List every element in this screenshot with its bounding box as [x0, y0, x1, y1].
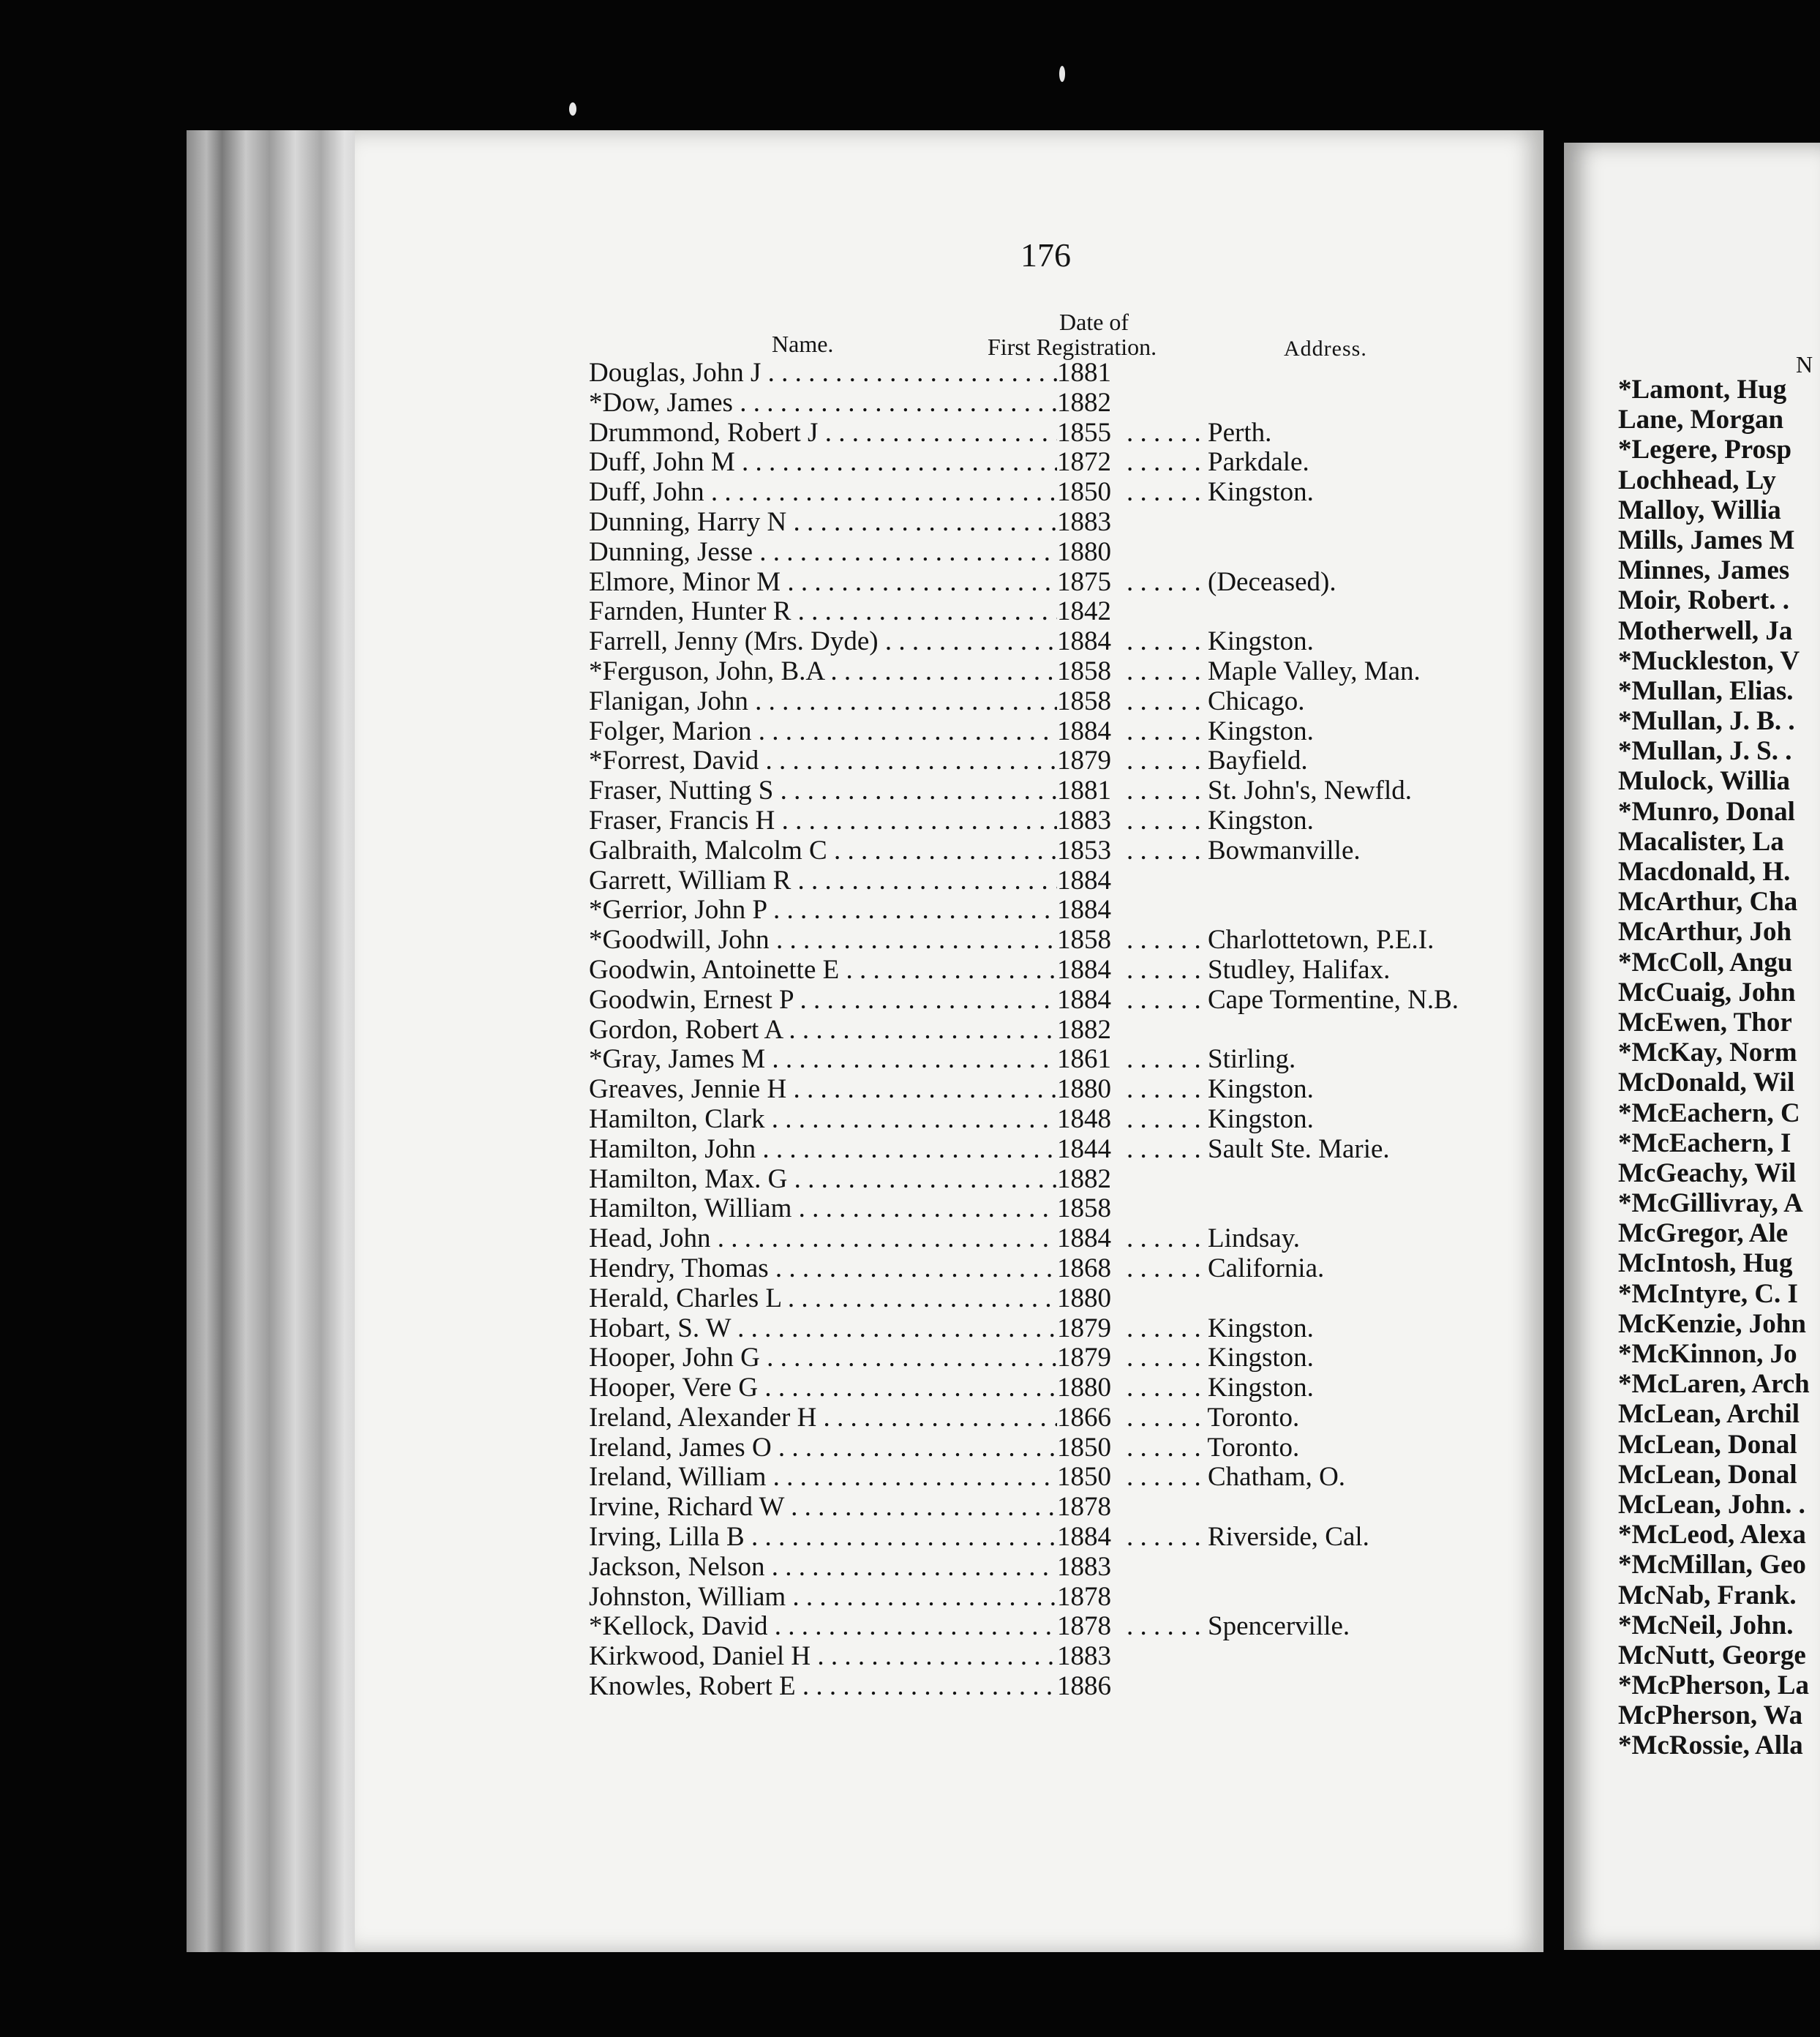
entry-address: . . . Toronto. — [1127, 1403, 1299, 1433]
right-list-item: *McNeil, John. — [1618, 1610, 1794, 1640]
entry-address: . . . Kingston. — [1127, 717, 1314, 747]
list-item — [589, 1284, 1503, 1314]
entry-address: . . . Chicago. — [1127, 687, 1305, 717]
entry-name: *Dow, James . . . — [589, 389, 1057, 419]
list-item — [589, 389, 1503, 419]
entry-year: 1848 — [1057, 1103, 1111, 1134]
entry-name: Ireland, James O . . . — [589, 1433, 1057, 1463]
entry-year: 1850 — [1057, 477, 1111, 508]
right-list-item: McLean, John. . — [1618, 1489, 1805, 1520]
entry-name: Elmore, Minor M . . . — [589, 568, 1057, 598]
entry-name: Head, John . . . — [589, 1224, 1057, 1254]
right-list-item: *McPherson, La — [1618, 1670, 1810, 1701]
column-header-date-line1: Date of — [1059, 309, 1129, 335]
right-list-item: Minnes, James — [1618, 555, 1790, 586]
right-list-item: Lane, Morgan — [1618, 405, 1784, 435]
dust-speck — [1059, 66, 1065, 82]
entry-address: . . . Kingston. — [1127, 478, 1314, 508]
entry-name: Galbraith, Malcolm C . . . — [589, 836, 1057, 866]
entry-address: . . . Kingston. — [1127, 627, 1314, 657]
entry-name: Kirkwood, Daniel H . . . — [589, 1642, 1057, 1672]
entry-year: 1858 — [1057, 1193, 1111, 1224]
entry-name: Drummond, Robert J . . . — [589, 419, 1057, 449]
entry-address: . . . Lindsay. — [1127, 1224, 1300, 1254]
right-list-item: McPherson, Wa — [1618, 1700, 1803, 1731]
entry-year: 1882 — [1057, 387, 1111, 418]
entry-year: 1875 — [1057, 566, 1111, 597]
entry-name: Hendry, Thomas . . . — [589, 1254, 1057, 1284]
entry-year: 1878 — [1057, 1581, 1111, 1612]
entry-year: 1866 — [1057, 1402, 1111, 1433]
list-item — [589, 657, 1503, 687]
entry-name: Hamilton, John . . . — [589, 1135, 1057, 1165]
right-list-item: Motherwell, Ja — [1618, 615, 1793, 646]
right-list-item: *McEachern, C — [1618, 1098, 1800, 1128]
right-list-item: McCuaig, John — [1618, 977, 1796, 1008]
right-page-header-fragment: N — [1796, 351, 1813, 378]
list-item — [589, 776, 1503, 806]
list-item — [589, 926, 1503, 956]
entry-year: 1880 — [1057, 1074, 1111, 1105]
right-list-item: *Mullan, Elias. — [1618, 675, 1794, 706]
list-item — [589, 448, 1503, 478]
list-item — [589, 896, 1503, 926]
list-item — [589, 986, 1503, 1016]
list-item — [589, 1553, 1503, 1583]
right-list-item: *McKay, Norm — [1618, 1038, 1797, 1068]
entry-name: Dunning, Harry N . . . — [589, 508, 1057, 538]
right-list-item: McIntosh, Hug — [1618, 1248, 1793, 1279]
right-list-item: Macalister, La — [1618, 826, 1784, 857]
entry-year: 1868 — [1057, 1253, 1111, 1283]
entry-address: . . . Perth. — [1127, 419, 1271, 449]
list-item — [589, 1433, 1503, 1463]
right-list-item: McGregor, Ale — [1618, 1218, 1789, 1249]
list-item — [589, 359, 1503, 389]
column-header-date-line2: First Registration. — [988, 334, 1157, 360]
entry-name: Duff, John . . . — [589, 478, 1057, 508]
list-item — [589, 538, 1503, 568]
entry-year: 1881 — [1057, 358, 1111, 388]
dust-speck — [569, 102, 576, 116]
right-list-item: McGeachy, Wil — [1618, 1158, 1797, 1188]
entry-name: Douglas, John J . . . — [589, 359, 1057, 389]
list-item — [589, 1194, 1503, 1224]
entry-year: 1884 — [1057, 626, 1111, 657]
right-list-item: *McColl, Angu — [1618, 947, 1793, 978]
right-list-item: *McLaren, Arch — [1618, 1369, 1810, 1400]
column-header-name: Name. — [772, 331, 834, 357]
right-list-item: *Lamont, Hug — [1618, 375, 1787, 405]
right-list-item: *Mullan, J. B. . — [1618, 706, 1795, 737]
entry-year: 1880 — [1057, 1373, 1111, 1403]
list-item — [589, 478, 1503, 508]
entry-address: . . . Charlottetown, P.E.I. — [1127, 926, 1434, 956]
entry-name: Greaves, Jennie H . . . — [589, 1075, 1057, 1105]
entry-year: 1882 — [1057, 1014, 1111, 1045]
entry-name: Hamilton, William . . . — [589, 1194, 1057, 1224]
right-list-item: *Muckleston, V — [1618, 645, 1800, 676]
entry-year: 1872 — [1057, 447, 1111, 478]
list-item — [589, 419, 1503, 449]
right-list-item: *McIntyre, C. I — [1618, 1278, 1798, 1309]
entry-year: 1884 — [1057, 716, 1111, 746]
entry-year: 1878 — [1057, 1611, 1111, 1642]
list-item — [589, 1343, 1503, 1373]
entry-address: . . . Sault Ste. Marie. — [1127, 1135, 1390, 1165]
right-list-item: Lochhead, Ly — [1618, 465, 1776, 495]
entry-name: Irving, Lilla B . . . — [589, 1523, 1057, 1553]
entry-year: 1884 — [1057, 1223, 1111, 1254]
entry-name: Hooper, Vere G . . . — [589, 1373, 1057, 1403]
right-page-list — [1618, 375, 1820, 1761]
right-list-item: *McMillan, Geo — [1618, 1550, 1806, 1580]
right-list-item: *McGillivray, A — [1618, 1188, 1803, 1219]
entry-name: Flanigan, John . . . — [589, 687, 1057, 717]
list-item — [589, 1642, 1503, 1672]
entry-year: 1880 — [1057, 1283, 1111, 1313]
entry-name: Folger, Marion . . . — [589, 717, 1057, 747]
entry-name: Johnston, William . . . — [589, 1583, 1057, 1613]
list-item — [589, 1403, 1503, 1433]
entry-address: . . . Kingston. — [1127, 806, 1314, 836]
list-item — [589, 956, 1503, 986]
entry-address: . . . Kingston. — [1127, 1343, 1314, 1373]
entry-address: . . . Kingston. — [1127, 1105, 1314, 1135]
entry-address: . . . Toronto. — [1127, 1433, 1299, 1463]
right-list-item: McLean, Archil — [1618, 1399, 1800, 1430]
entry-year: 1850 — [1057, 1462, 1111, 1493]
entry-name: Garrett, William R . . . — [589, 866, 1057, 896]
list-item — [589, 1135, 1503, 1165]
right-list-item: Malloy, Willia — [1618, 495, 1781, 525]
list-item — [589, 627, 1503, 657]
entry-address: . . . Parkdale. — [1127, 448, 1309, 478]
entry-year: 1842 — [1057, 596, 1111, 627]
list-item — [589, 687, 1503, 717]
entry-address: . . . (Deceased). — [1127, 568, 1336, 598]
list-item — [589, 1523, 1503, 1553]
entry-name: Hooper, John G . . . — [589, 1343, 1057, 1373]
list-item — [589, 806, 1503, 836]
entry-year: 1861 — [1057, 1044, 1111, 1075]
right-list-item: McNutt, George — [1618, 1640, 1806, 1670]
entry-year: 1884 — [1057, 895, 1111, 926]
entry-year: 1855 — [1057, 417, 1111, 448]
right-list-item: Moir, Robert. . — [1618, 585, 1789, 616]
entry-name: *Ferguson, John, B.A . . . — [589, 657, 1057, 687]
entry-name: Knowles, Robert E . . . — [589, 1672, 1057, 1702]
entry-name: Hamilton, Max. G . . . — [589, 1165, 1057, 1195]
right-list-item: McDonald, Wil — [1618, 1068, 1795, 1098]
entry-year: 1880 — [1057, 536, 1111, 567]
entry-name: Fraser, Francis H . . . — [589, 806, 1057, 836]
right-list-item: Macdonald, H. — [1618, 857, 1791, 887]
entry-year: 1882 — [1057, 1163, 1111, 1194]
entry-address: . . . Stirling. — [1127, 1045, 1296, 1075]
entry-name: *Gerrior, John P . . . — [589, 896, 1057, 926]
list-item — [589, 866, 1503, 896]
entry-year: 1879 — [1057, 1343, 1111, 1373]
entry-name: Fraser, Nutting S . . . — [589, 776, 1057, 806]
list-item — [589, 1224, 1503, 1254]
list-item — [589, 717, 1503, 747]
entry-year: 1883 — [1057, 1641, 1111, 1672]
list-item — [589, 836, 1503, 866]
entry-name: Herald, Charles L . . . — [589, 1284, 1057, 1314]
list-item — [589, 1016, 1503, 1046]
entry-year: 1884 — [1057, 1522, 1111, 1553]
entry-address: . . . Spencerville. — [1127, 1612, 1350, 1642]
entry-name: Hamilton, Clark . . . — [589, 1105, 1057, 1135]
entry-address: . . . Kingston. — [1127, 1314, 1314, 1344]
list-item — [589, 1463, 1503, 1493]
entry-year: 1884 — [1057, 954, 1111, 985]
list-item — [589, 746, 1503, 776]
right-list-item: McLean, Donal — [1618, 1429, 1797, 1460]
right-list-item: *McKinnon, Jo — [1618, 1339, 1797, 1369]
entry-name: Farrell, Jenny (Mrs. Dyde) . . . — [589, 627, 1057, 657]
right-list-item: *McEachern, I — [1618, 1128, 1791, 1158]
list-item — [589, 1165, 1503, 1195]
list-item — [589, 1493, 1503, 1523]
entry-address: . . . Cape Tormentine, N.B. — [1127, 986, 1459, 1016]
list-item — [589, 1105, 1503, 1135]
right-list-item: McKenzie, John — [1618, 1308, 1806, 1339]
entry-year: 1858 — [1057, 686, 1111, 716]
entry-year: 1853 — [1057, 835, 1111, 866]
right-list-item: *Mullan, J. S. . — [1618, 736, 1792, 767]
entry-name: *Forrest, David . . . — [589, 746, 1057, 776]
entry-address: . . . St. John's, Newfld. — [1127, 776, 1412, 806]
entry-year: 1881 — [1057, 776, 1111, 806]
right-list-item: *Munro, Donal — [1618, 796, 1795, 827]
right-list-item: McArthur, Cha — [1618, 887, 1798, 918]
list-item — [589, 1254, 1503, 1284]
entry-name: Farnden, Hunter R . . . — [589, 597, 1057, 627]
list-item — [589, 597, 1503, 627]
entry-year: 1878 — [1057, 1492, 1111, 1523]
entry-name: Ireland, Alexander H . . . — [589, 1403, 1057, 1433]
entry-name: Duff, John M . . . — [589, 448, 1057, 478]
right-list-item: McLean, Donal — [1618, 1459, 1797, 1490]
entry-year: 1858 — [1057, 925, 1111, 956]
entry-address: . . . Chatham, O. — [1127, 1463, 1345, 1493]
entry-year: 1883 — [1057, 506, 1111, 537]
list-item — [589, 1075, 1503, 1105]
entry-year: 1884 — [1057, 984, 1111, 1015]
column-header-address: Address. — [1284, 337, 1367, 361]
list-item — [589, 1373, 1503, 1403]
right-list-item: Mills, James M — [1618, 525, 1795, 555]
entry-name: Hobart, S. W . . . — [589, 1314, 1057, 1344]
right-list-item: McEwen, Thor — [1618, 1007, 1792, 1038]
list-item — [589, 508, 1503, 538]
right-list-item: *McRossie, Alla — [1618, 1730, 1803, 1761]
entry-address: . . . Bayfield. — [1127, 746, 1308, 776]
entry-address: . . . Riverside, Cal. — [1127, 1523, 1369, 1553]
right-list-item: McArthur, Joh — [1618, 917, 1792, 948]
entry-name: Goodwin, Antoinette E . . . — [589, 956, 1057, 986]
entry-year: 1879 — [1057, 1313, 1111, 1343]
entry-year: 1844 — [1057, 1133, 1111, 1164]
entry-address: . . . Maple Valley, Man. — [1127, 657, 1421, 687]
entry-name: *Goodwill, John . . . — [589, 926, 1057, 956]
entry-year: 1883 — [1057, 1551, 1111, 1582]
entry-year: 1850 — [1057, 1432, 1111, 1463]
entry-name: Ireland, William . . . — [589, 1463, 1057, 1493]
list-item — [589, 1314, 1503, 1344]
list-item — [589, 1672, 1503, 1702]
entry-year: 1879 — [1057, 746, 1111, 776]
entry-name: Irvine, Richard W . . . — [589, 1493, 1057, 1523]
entry-name: Dunning, Jesse . . . — [589, 538, 1057, 568]
entry-address: . . . Bowmanville. — [1127, 836, 1361, 866]
list-item — [589, 568, 1503, 598]
entry-address: . . . Kingston. — [1127, 1373, 1314, 1403]
list-item — [589, 1612, 1503, 1642]
entry-year: 1858 — [1057, 656, 1111, 686]
entry-year: 1883 — [1057, 805, 1111, 836]
entry-name: Gordon, Robert A . . . — [589, 1016, 1057, 1046]
entry-name: *Gray, James M . . . — [589, 1045, 1057, 1075]
page-number: 176 — [1020, 236, 1071, 274]
right-list-item: Mulock, Willia — [1618, 766, 1791, 797]
entry-name: Goodwin, Ernest P . . . — [589, 986, 1057, 1016]
right-list-item: McNab, Frank. — [1618, 1580, 1797, 1610]
entry-name: Jackson, Nelson . . . — [589, 1553, 1057, 1583]
list-item — [589, 1583, 1503, 1613]
entry-year: 1884 — [1057, 865, 1111, 896]
registration-list — [589, 359, 1503, 1702]
right-list-item: *Legere, Prosp — [1618, 435, 1792, 465]
entry-address: . . . Kingston. — [1127, 1075, 1314, 1105]
entry-year: 1886 — [1057, 1671, 1111, 1702]
entry-address: . . . Studley, Halifax. — [1127, 956, 1390, 986]
entry-address: . . . California. — [1127, 1254, 1324, 1284]
right-list-item: *McLeod, Alexa — [1618, 1520, 1806, 1550]
list-item — [589, 1045, 1503, 1075]
entry-name: *Kellock, David . . . — [589, 1612, 1057, 1642]
